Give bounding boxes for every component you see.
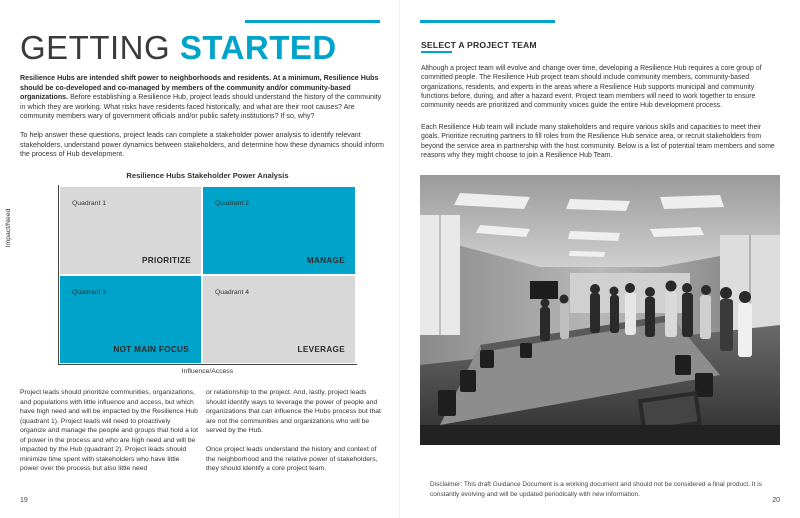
quadrant-3-name: NOT MAIN FOCUS [113,345,189,354]
quadrant-2 [203,187,355,274]
quadrant-1 [60,187,201,274]
body-column-right [206,388,384,483]
right-paragraph-2: Each Resilience Hub team will include many stakeholders and require various skills and capacities to meet their goals. Prioritize recruiting partners to fill roles from the Resilience Hub service area, or recruit stakeholders from beyond the service area in partnership with the host community. Below is a list of potential team members and some reasons why they might choose to join a Resilience Hub Team. [421,124,775,159]
quadrant-4 [203,276,355,363]
quadrant-3 [60,276,201,363]
quadrant-3-label: Quadrant 3 [72,289,107,296]
x-axis-label: Influence/Access [181,368,234,375]
quadrant-4-name: LEVERAGE [297,345,345,354]
section-title: SELECT A PROJECT TEAM [421,40,537,50]
team-meeting-photo [420,175,780,445]
top-accent-rule-right [420,20,555,23]
top-accent-rule [245,20,380,23]
body-column-left: Project leads should prioritize communities, organizations, and populations with little influence and access, but which have high need and will be impacted by the Resilience Hub (quadrant 1). Project leads will need to proactively organize and manage the people and groups that hold a lot of power in the process and who are high need and will be impacted by the Hub (quadrant 2). Project leads should minimize time spent with stakeholders who have little power over the process but also little need [20,389,198,472]
quadrant-1-label: Quadrant 1 [72,200,107,207]
right-paragraph-1: Although a project team will evolve and change over time, developing a Resilience Hub requires a core group of committed people. The Resilience Hub project team should include community members, community-based organizations, residents, and experts in the areas where a Resilience Hub supports municipal and community functions before, during, and after a hazard event. Project team members will need to work together to ensure community needs are prioritized and community voices guide the entire Hub development process. [421,65,762,110]
quadrant-2-label: Quadrant 2 [215,200,250,207]
y-axis-label: Impact/Need [5,208,12,248]
y-axis-line [58,185,59,365]
intro-paragraph-2: To help answer these questions, project leads can complete a stakeholder power analysis to identify relevant stakeholders, understand power dynamics between stakeholders, and determine how these dynamics should inform the process of Hub development. [20,131,384,159]
body-column-right-p1: or relationship to the project. And, lastly, project leads should identify ways to leverage the power of people and organizations that can influence the Hubs process but that are not the communities and organizations who will be served by the Hub. [206,389,381,434]
right-page [400,0,800,518]
title-accent: STARTED [179,29,337,66]
body-column-right-p2: Once project leads understand the history and context of the neighborhood and the relative power of stakeholders, they should identify a core project team. [206,446,378,472]
title-plain: GETTING [20,29,180,66]
quadrant-2-name: MANAGE [306,256,345,265]
quadrant-1-name: PRIORITIZE [142,256,191,265]
page-title [20,30,337,66]
section-title-underline [421,51,452,53]
intro-rest: Before establishing a Resilience Hub, project leads should understand the history of the community in which they are working. What risks have residents faced historically, and what are their root causes? Are community members wary of government officials and/or public safety institutions? If so, why? [20,93,382,121]
x-axis-line [58,364,357,365]
page-number-right: 20 [772,497,780,504]
page-number-left: 19 [20,497,28,504]
intro-bold: Resilience Hubs are intended shift power to neighborhoods and residents. At a minimum, Resilience Hubs should be co-developed and co-managed by members of the community and/or community-based organizations. [20,74,379,102]
quadrant-4-label: Quadrant 4 [215,289,250,296]
meeting-photo-illustration [420,175,780,445]
power-analysis-chart [60,187,355,363]
disclaimer-text: Disclaimer: This draft Guidance Document is a working document and should not be considered a final product. It is constantly evolving and will be updated periodically with new information. [430,481,762,498]
intro-paragraph [20,74,385,122]
chart-title: Resilience Hubs Stakeholder Power Analysis [126,171,289,180]
